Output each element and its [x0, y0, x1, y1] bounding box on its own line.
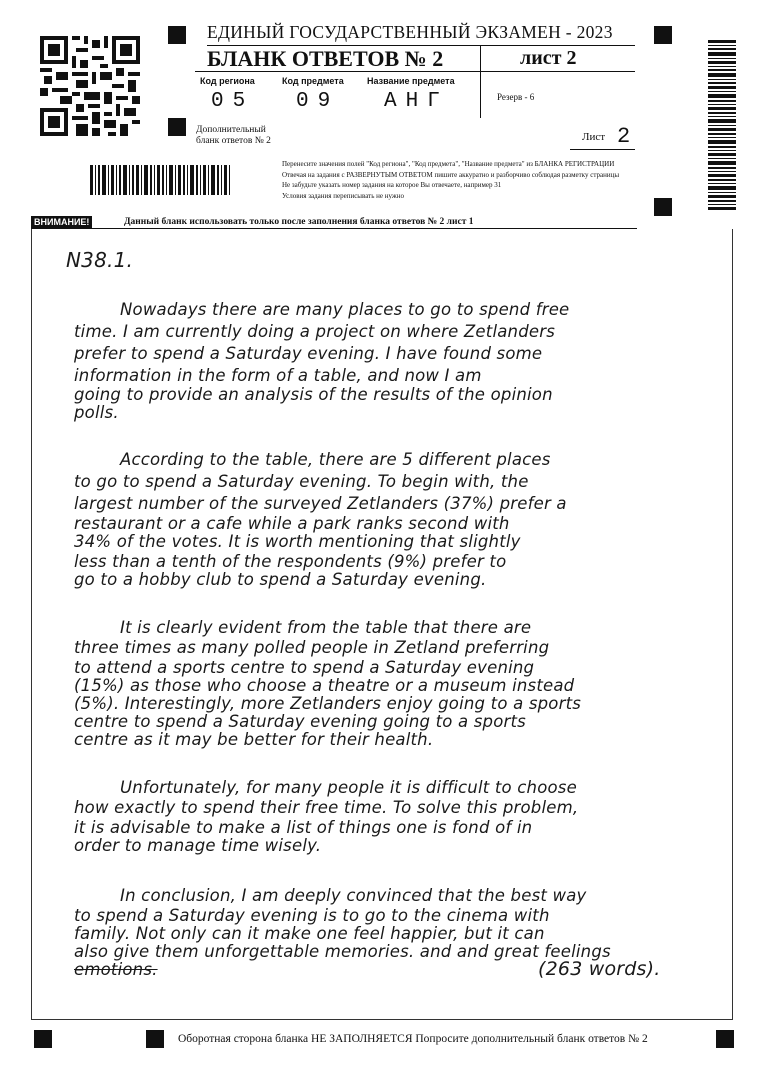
answer-line: order to manage time wisely. — [74, 836, 322, 855]
answer-line: It is clearly evident from the table that there are — [120, 618, 532, 637]
task-number: N38.1. — [66, 248, 134, 272]
answer-line: to go to spend a Saturday evening. To begin with, the — [74, 472, 529, 491]
barcode-vertical — [708, 40, 736, 210]
instruction-line: Не забудьте указать номер задания на которое Вы отвечаете, например 31 — [282, 181, 502, 189]
warning-text: Данный бланк использовать только после заполнения бланка ответов № 2 лист 1 — [124, 217, 474, 227]
footer-note: Оборотная сторона бланка НЕ ЗАПОЛНЯЕТСЯ Попросите дополнительный бланк ответов № 2 — [178, 1033, 648, 1045]
answer-line: centre as it may be better for their health. — [74, 730, 434, 749]
answer-line: Unfortunately, for many people it is difficult to choose — [120, 778, 577, 797]
barcode — [90, 165, 230, 195]
answer-line: Nowadays there are many places to go to spend free — [120, 300, 570, 319]
word-count: (263 words). — [538, 958, 661, 980]
answer-line: prefer to spend a Saturday evening. I have found some — [74, 344, 543, 363]
qr-code — [40, 36, 140, 136]
alignment-marker — [34, 1030, 52, 1048]
reserve-code: Резерв - 6 — [497, 92, 535, 102]
answer-line: emotions. — [74, 960, 158, 979]
subject-code-value: 09 — [296, 90, 340, 113]
answer-line: information in the form of a table, and now I am — [74, 366, 482, 385]
answer-line: three times as many polled people in Zetland preferring — [74, 638, 550, 657]
subject-code-label: Код предмета — [282, 76, 344, 86]
sheet-label: лист 2 — [520, 47, 577, 69]
answer-line: time. I am currently doing a project on where Zetlanders — [74, 322, 555, 341]
answer-line: going to provide an analysis of the results of the opinion — [74, 385, 553, 404]
subject-name-value: АНГ — [384, 90, 449, 113]
instruction-line: Условия задания переписывать не нужно — [282, 191, 404, 200]
region-value: 05 — [211, 90, 255, 113]
list-label: Лист — [582, 131, 606, 143]
answer-line: go to a hobby club to spend a Saturday evening. — [74, 570, 487, 589]
answer-line: family. Not only can it make one feel happier, but it can — [74, 924, 545, 943]
warning-tag: ВНИМАНИЕ! — [31, 216, 92, 228]
answer-line: (15%) as those who choose a theatre or a museum instead — [74, 676, 575, 695]
answer-line: how exactly to spend their free time. To solve this problem, — [74, 798, 579, 817]
alignment-marker — [168, 118, 186, 136]
additional-label-line: Дополнительный — [196, 125, 266, 135]
alignment-marker — [168, 26, 186, 44]
alignment-marker — [146, 1030, 164, 1048]
answer-line: also give them unforgettable memories. and and great feelings — [74, 942, 611, 961]
answer-line: According to the table, there are 5 different places — [120, 450, 551, 469]
answer-line: to spend a Saturday evening is to go to the cinema with — [74, 906, 550, 925]
alignment-marker — [654, 26, 672, 44]
answer-line: In conclusion, I am deeply convinced that the best way — [120, 886, 587, 905]
exam-title: ЕДИНЫЙ ГОСУДАРСТВЕННЫЙ ЭКЗАМЕН - 2023 — [207, 22, 613, 42]
answer-line: largest number of the surveyed Zetlanders (37%) prefer a — [74, 494, 567, 513]
instruction-line: Отвечая на задания с РАЗВЕРНУТЫМ ОТВЕТОМ пишите аккуратно и разборчиво соблюдая разметку страницы — [282, 170, 620, 179]
answer-line: it is advisable to make a list of things one is fond of in — [74, 818, 533, 837]
answer-line: (5%). Interestingly, more Zetlanders enjoy going to a sports — [74, 694, 582, 713]
divider — [570, 149, 635, 150]
alignment-marker — [716, 1030, 734, 1048]
answer-line: centre to spend a Saturday evening going to a sports — [74, 712, 526, 731]
subject-name-label: Название предмета — [367, 76, 455, 86]
answer-line: restaurant or a cafe while a park ranks second with — [74, 514, 510, 533]
answer-line: 34% of the votes. It is worth mentioning that slightly — [74, 532, 521, 551]
instruction-line: Перенесите значения полей "Код региона", "Код предмета", "Название предмета" из БЛАНКА РЕГИСТРАЦИИ — [282, 160, 615, 168]
instructions — [282, 159, 682, 201]
additional-label-line: бланк ответов № 2 — [196, 136, 271, 146]
region-label: Код региона — [200, 76, 255, 86]
blank-title: БЛАНК ОТВЕТОВ № 2 — [207, 46, 444, 71]
answer-line: less than a tenth of the respondents (9%) prefer to — [74, 552, 507, 571]
list-value: 2 — [617, 124, 631, 149]
answer-line: to attend a sports centre to spend a Saturday evening — [74, 658, 535, 677]
additional-blank-label — [196, 125, 271, 147]
answer-line: polls. — [74, 403, 119, 422]
